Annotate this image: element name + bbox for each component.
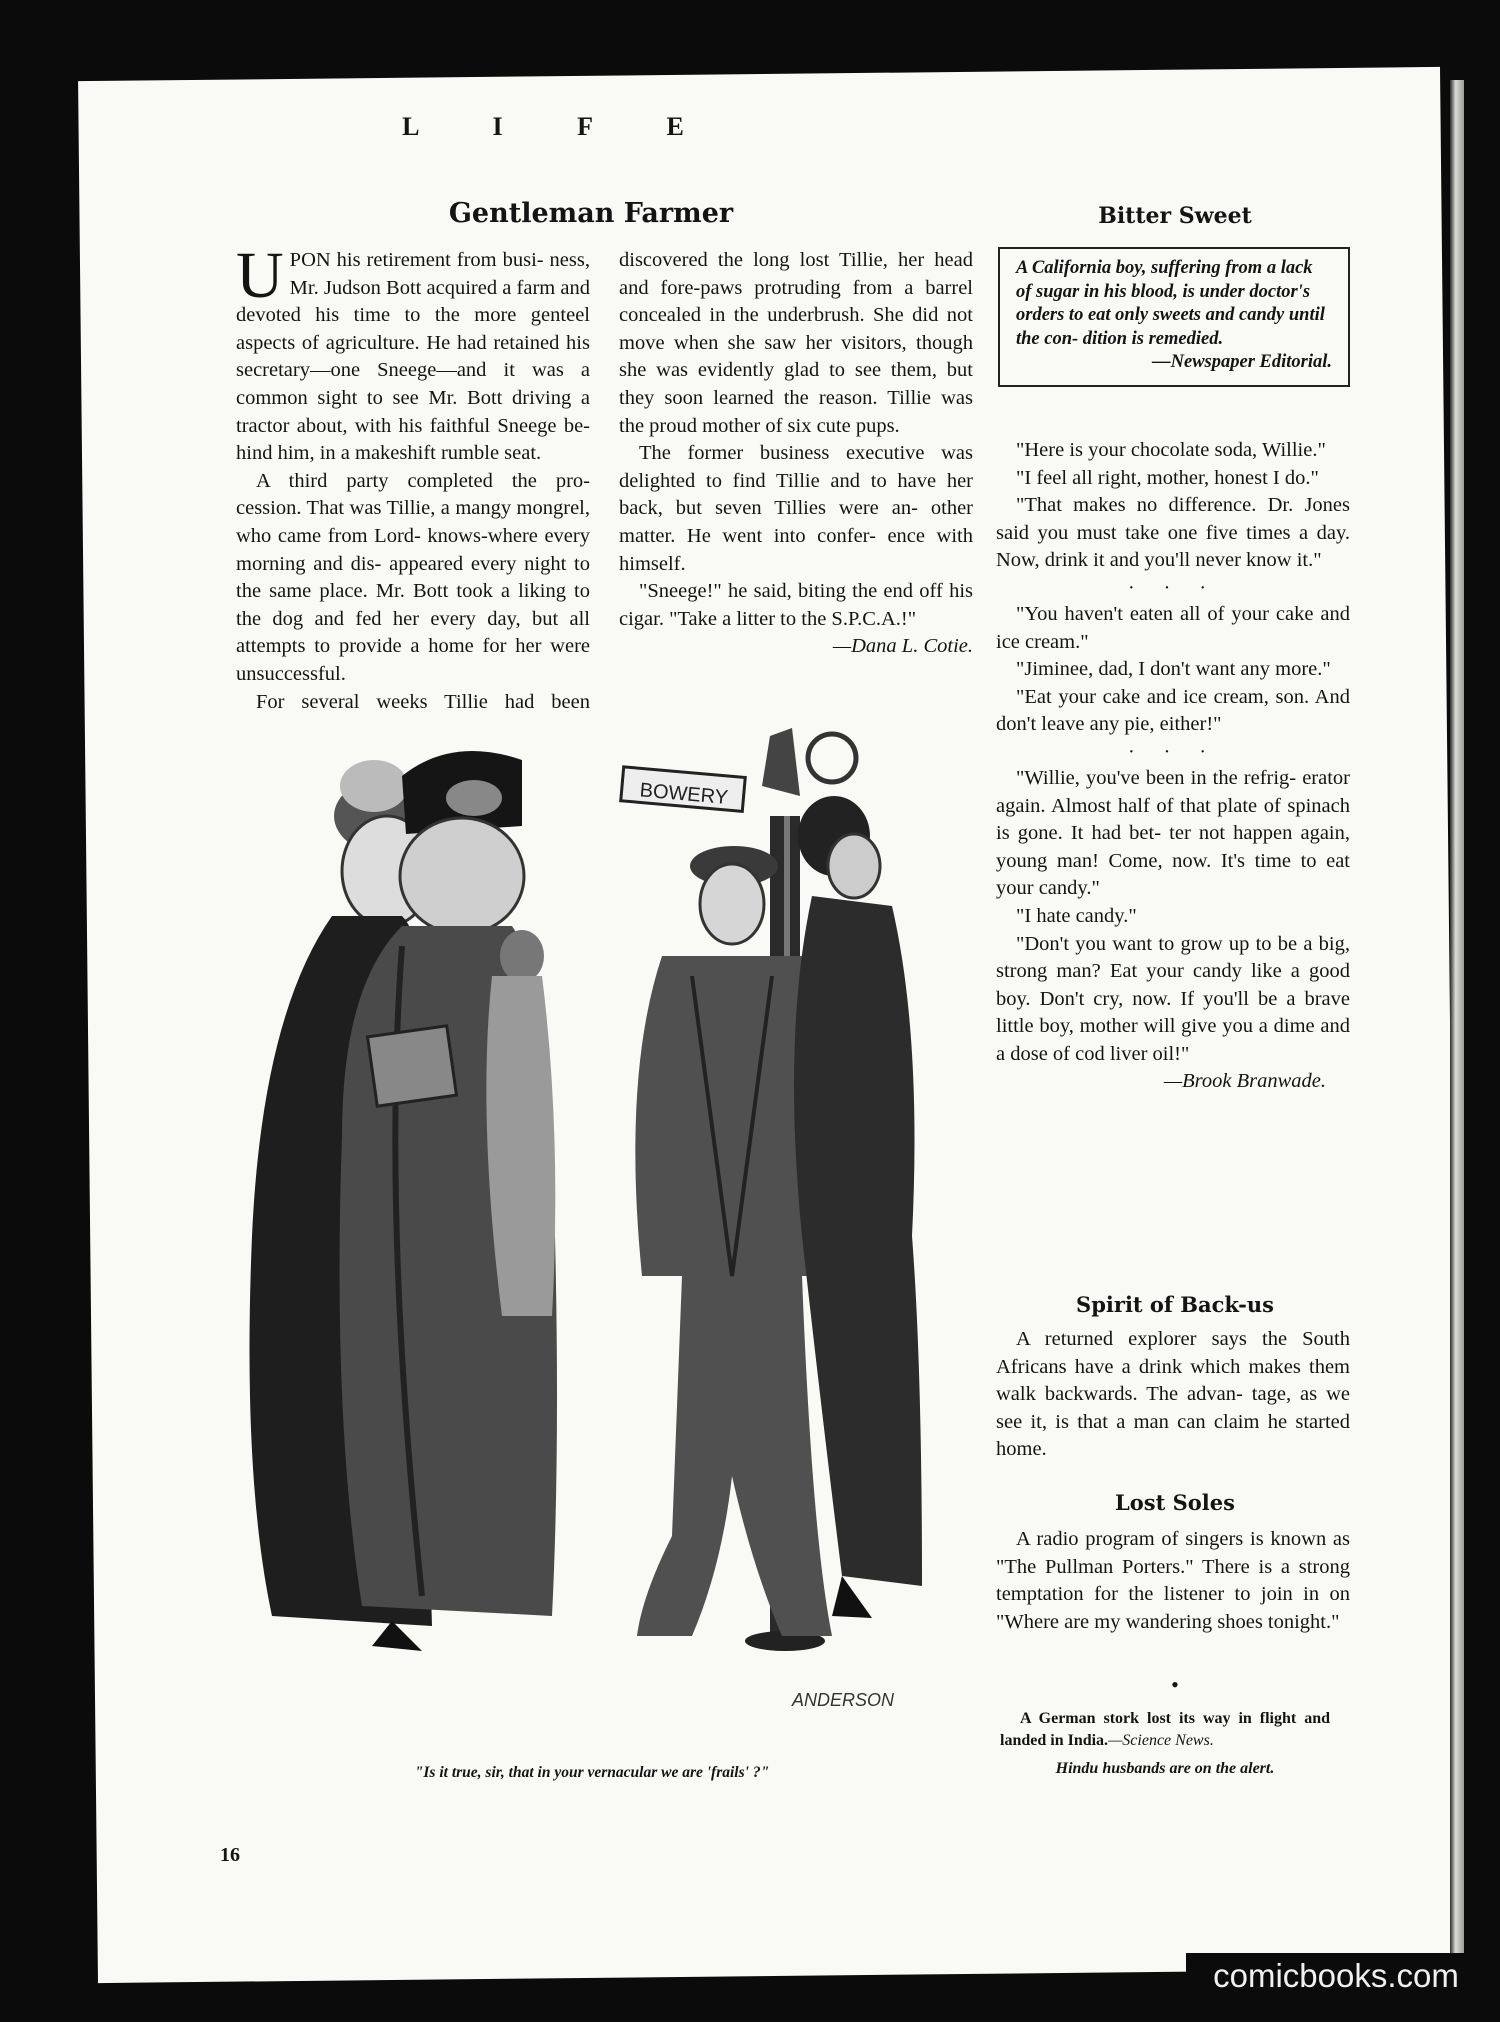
section-separator: · · · — [1128, 576, 1218, 599]
dialogue-line: "I hate candy." — [1016, 904, 1137, 927]
paragraph: discovered the long lost Tillie, her head and fore-paws protruding from a barrel concealed in the underbrush. She did not move when she saw her visitors, though she was evidently glad to see them, but they soon learned the reason. Tillie was the proud mother of six cute pups. — [619, 249, 973, 437]
dialogue-line: "Jiminee, dad, I don't want any more." — [1016, 658, 1331, 681]
spirit-of-back-us-body — [996, 1326, 1350, 1464]
background-figure — [500, 930, 544, 982]
boxed-epigraph — [998, 247, 1350, 387]
bullet-separator: • — [1171, 1672, 1179, 1697]
author-signature: —Brook Branwade. — [1163, 1070, 1326, 1093]
paragraph: A returned explorer says the South Africans have a drink which makes them walk backwards. The advan- tage, as we see it, is that a man can claim he started home. — [996, 1328, 1350, 1461]
site-watermark: comicbooks.com — [1186, 1953, 1486, 1999]
books-under-arm — [368, 1026, 457, 1106]
filler-item — [1000, 1708, 1330, 1780]
cartoon-illustration — [222, 716, 962, 1734]
dialogue-line: "That makes no difference. Dr. Jones said you must take one five times a day. Now, drink it and you'll never know it." — [996, 494, 1350, 572]
dialogue-line: "You haven't eaten all of your cake and ice cream." — [996, 602, 1350, 653]
filler-quote: A German stork lost its way in flight and landed in India. — [1000, 1710, 1330, 1749]
article-title-spirit-of-back-us: Spirit of Back-us — [1076, 1292, 1274, 1317]
epigraph-text: A California boy, suffering from a lack of sugar in his blood, is under doctor's orders to eat only sweets and candy until the con- dition is remedied. — [1016, 258, 1325, 349]
article-title-gentleman-farmer: Gentleman Farmer — [448, 198, 734, 229]
sign-text: BOWERY — [638, 779, 729, 809]
paragraph: "Sneege!" he said, biting the end off his cigar. "Take a litter to the S.P.C.A.!" — [619, 580, 973, 630]
paragraph: For several weeks Tillie had been — [256, 690, 590, 713]
article-title-lost-soles: Lost Soles — [1115, 1490, 1235, 1515]
illustration-caption: "Is it true, sir, that in your vernacular we are 'frails' ?" — [414, 1764, 770, 1781]
lost-soles-body — [996, 1526, 1350, 1636]
drop-cap: U — [236, 239, 284, 312]
bitter-sweet-body — [996, 437, 1350, 1096]
paragraph: UPON his retirement from busi- ness, Mr. Judson Bott acquired a farm and devoted his time to the more genteel aspects of agriculture. He had retained his secretary—one Sneege—and it was a common sight to see Mr. Bott driving a tractor about, with his faithful Sneege be- hind him, in a makeshift rumble seat. — [236, 239, 590, 465]
author-signature: —Dana L. Cotie. — [832, 635, 973, 658]
page-number: 16 — [220, 1844, 240, 1866]
paragraph: The former business executive was delighted to find Tillie and to have her back, but seven Tillies were an- other matter. He went into confer- ence with himself. — [619, 442, 973, 575]
artist-signature: ANDERSON — [792, 1690, 895, 1710]
dialogue-line: "I feel all right, mother, honest I do." — [1016, 466, 1319, 489]
filler-comment: Hindu husbands are on the alert. — [1055, 1760, 1275, 1777]
dialogue-line: "Willie, you've been in the refrig- erator again. Almost half of that plate of spinach is gone. It had bet- ter not happen again, young man! Come, now. It's time to eat your candy." — [996, 766, 1350, 900]
article-title-bitter-sweet: Bitter Sweet — [1098, 203, 1252, 229]
filler-source: —Science News. — [1108, 1732, 1214, 1749]
dialogue-line: "Here is your chocolate soda, Willie." — [1016, 439, 1326, 461]
article-column-2 — [619, 247, 973, 661]
paragraph: A third party completed the pro- cession. That was Tillie, a mangy mongrel, who came from Lord- knows-where every morning and dis- appeared every night to the same place. Mr. Bott took a liking to the dog and fed her every day, but all attempts to provide a home for her were unsuccessful. — [236, 469, 590, 685]
section-separator: · · · — [1128, 740, 1218, 763]
epigraph-source: —Newspaper Editorial. — [1152, 352, 1332, 372]
running-head: L I F E — [402, 112, 718, 141]
dialogue-line: "Don't you want to grow up to be a big, strong man? Eat your candy like a good boy. Don't cry, now. If you'll be a brave little boy, mother will give you a dime and a dose of cod liver oil!" — [996, 932, 1350, 1065]
paragraph: A radio program of singers is known as "The Pullman Porters." There is a strong temptation for the listener to join in on "Where are my wandering shoes tonight." — [996, 1528, 1350, 1633]
dialogue-line: "Eat your cake and ice cream, son. And don't leave any pie, either!" — [996, 685, 1350, 736]
